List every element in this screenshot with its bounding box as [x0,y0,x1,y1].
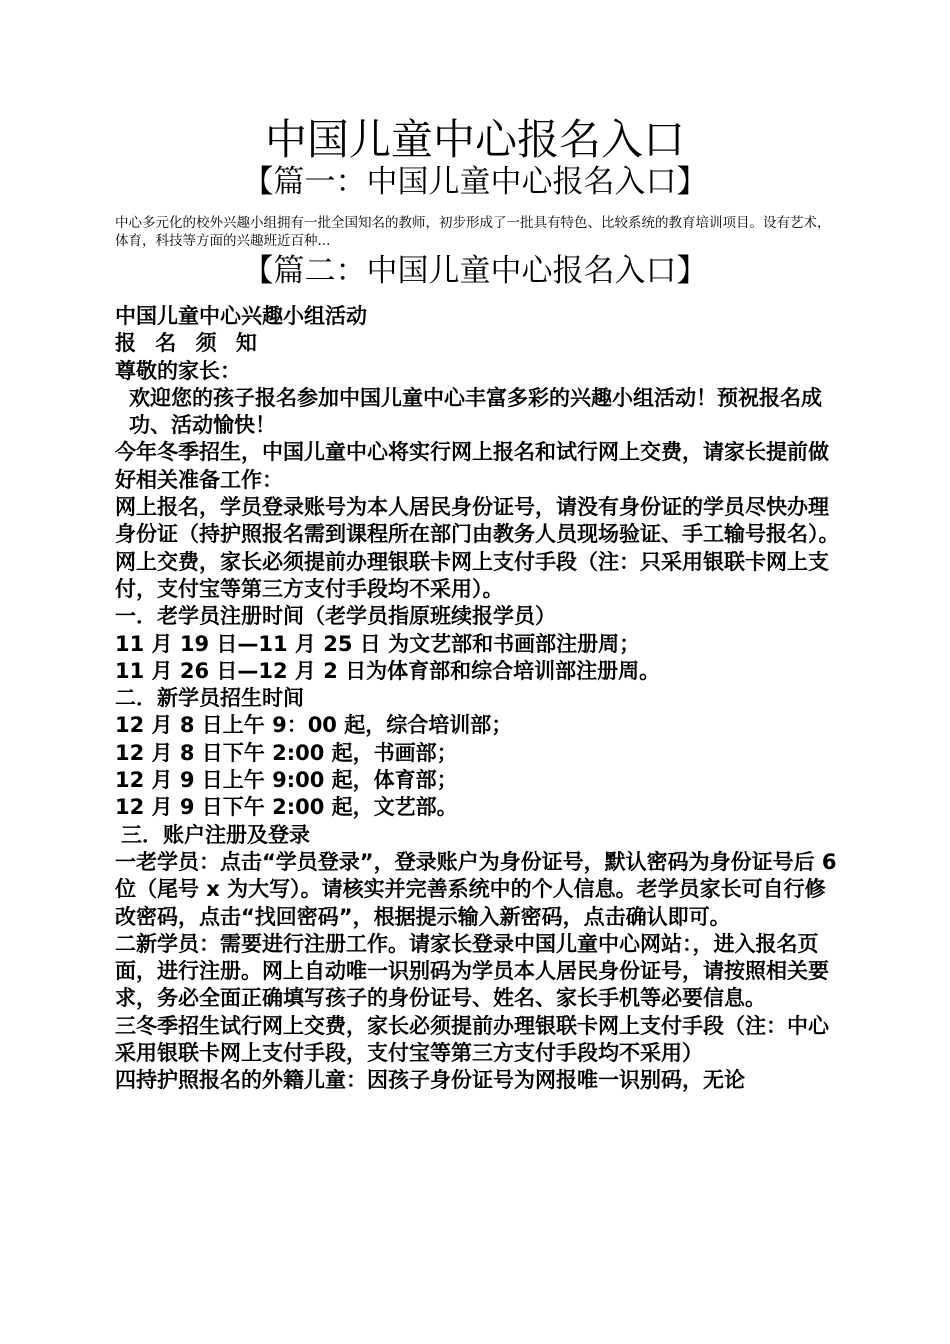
greeting: 尊敬的家长： [115,358,241,383]
intro-paragraph: 中心多元化的校外兴趣小组拥有一批全国知名的教师，初步形成了一批具有特色、比较系统的教育培训项目。设有艺术，体育，科技等方面的兴趣班近百种... [115,215,831,249]
welcome-paragraph: 欢迎您的孩子报名参加中国儿童中心丰富多彩的兴趣小组活动！预祝报名成功、活动愉快！ [129,385,822,438]
schedule-line: 12 月 8 日上午 9：00 起，综合培训部； [115,713,513,738]
section-title-part-1: 【篇一：中国儿童中心报名入口】 [242,164,708,200]
schedule-line: 12 月 8 日下午 2:00 起，书画部； [115,740,458,765]
page-title: 中国儿童中心报名入口 [264,115,685,164]
notice-title: 报 名 须 知 [115,331,263,356]
notice-body [115,303,845,1095]
schedule-line: 12 月 9 日上午 9:00 起，体育部； [115,768,458,793]
trial-online-payment-paragraph: 三冬季招生试行网上交费，家长必须提前办理银联卡网上支付手段（注：中心采用银联卡网上支付手段，支付宝等第三方支付手段均不采用） [115,1013,829,1066]
foreign-children-paragraph: 四持护照报名的外籍儿童：因孩子身份证号为网报唯一识别码，无论 [115,1068,745,1093]
section-returning-students: 一．老学员注册时间（老学员指原班续报学员） [115,604,556,629]
schedule-line: 12 月 9 日下午 2:00 起，文艺部。 [115,795,458,820]
section-title-part-2: 【篇二：中国儿童中心报名入口】 [242,253,708,289]
schedule-line: 11 月 19 日—11 月 25 日 为文艺部和书画部注册周； [115,631,641,656]
new-student-registration-paragraph: 二新学员：需要进行注册工作。请家长登录中国儿童中心网站：，进入报名页面，进行注册。网上自动唯一识别码为学员本人居民身份证号，请按照相关要求，务必全面正确填写孩子的身份证号、姓名、家长手机等必要信息。 [115,931,829,1011]
notice-heading: 中国儿童中心兴趣小组活动 [115,304,367,328]
winter-enrollment-paragraph: 今年冬季招生，中国儿童中心将实行网上报名和试行网上交费，请家长提前做好相关准备工作： [115,440,829,492]
online-payment-paragraph: 网上交费，家长必须提前办理银联卡网上支付手段（注：只采用银联卡网上支付，支付宝等第三方支付手段均不采用）。 [115,549,829,601]
schedule-line: 11 月 26 日—12 月 2 日为体育部和综合培训部注册周。 [115,658,661,683]
section-new-students: 二．新学员招生时间 [115,686,304,711]
section-account-registration: 三．账户注册及登录 [121,822,310,847]
returning-student-login-paragraph: 一老学员：点击“学员登录”，登录账户为身份证号，默认密码为身份证号后 6 位（尾号 x 为大写）。请核实并完善系统中的个人信息。老学员家长可自行修改密码，点击“找回密码”，根据提示输入新密码，点击确认即可。 [115,849,837,929]
online-registration-paragraph: 网上报名，学员登录账号为本人居民身份证号，请没有身份证的学员尽快办理身份证（持护照报名需到课程所在部门由教务人员现场验证、手工输号报名）。 [115,495,840,547]
